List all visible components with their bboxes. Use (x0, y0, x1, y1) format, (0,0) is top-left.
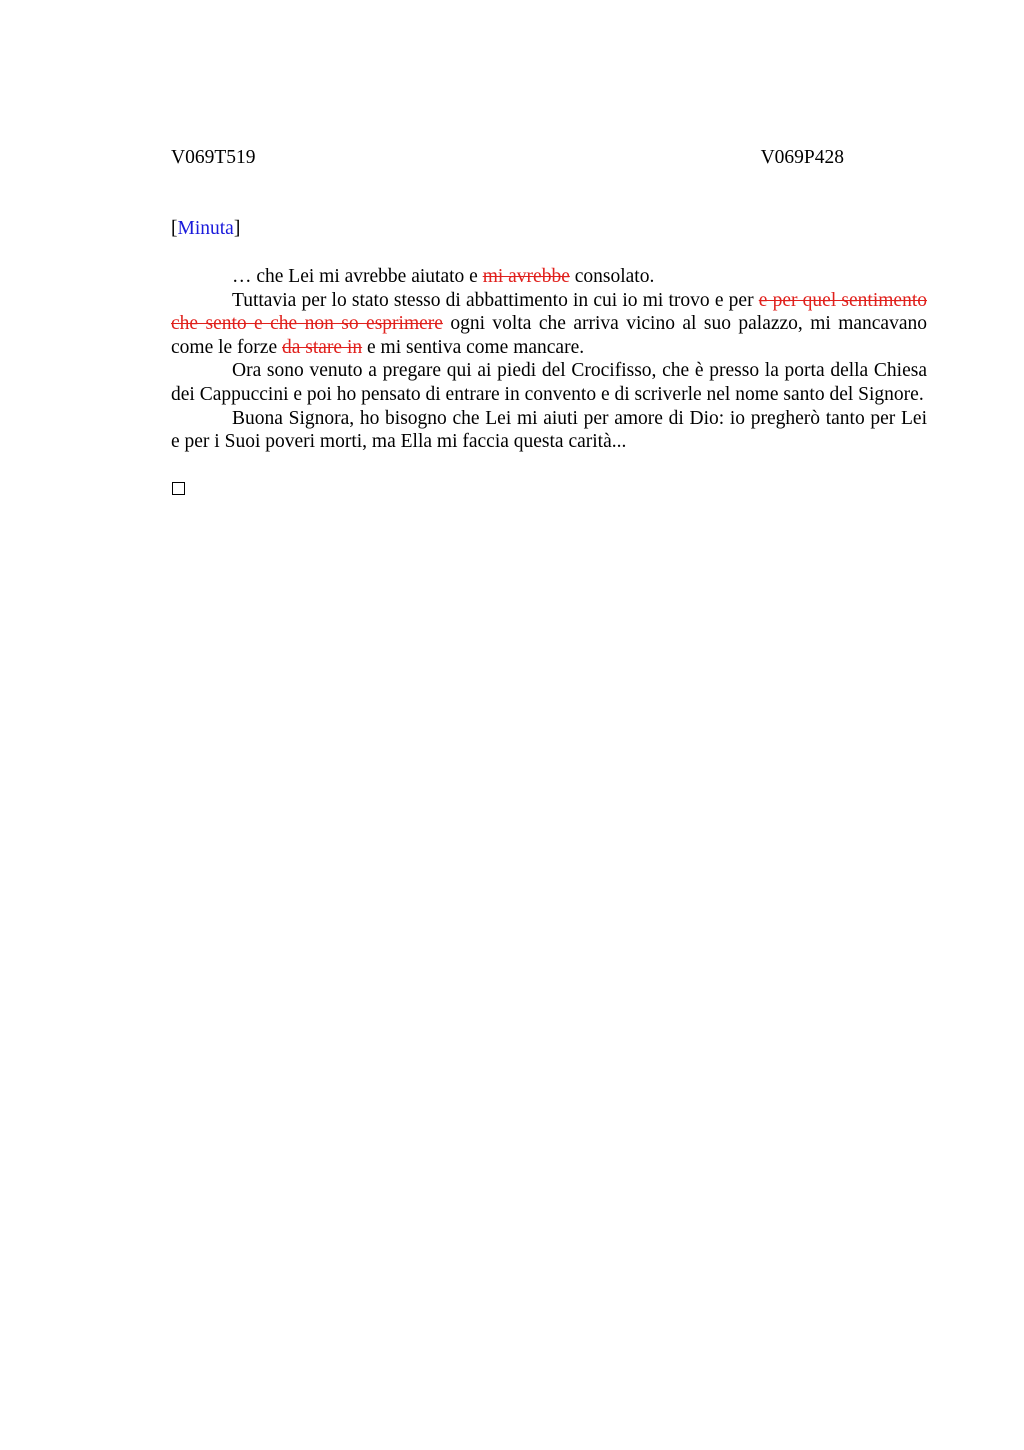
deleted-text: mi avrebbe (482, 266, 570, 287)
paragraph-text: e mi sentiva come mancare. (362, 336, 585, 358)
document-code-right: V069P428 (760, 147, 844, 168)
paragraph-text: Ora sono venuto a pregare qui ai piedi del Crocifisso, che è presso la porta della Chiesa dei Cappuccini e poi ho pensato di entrare in convento e di scriverle nel nome santo del Signore. (171, 360, 927, 405)
deleted-text: e per quel sentimento che sento e che non so esprimere (171, 289, 927, 335)
close-bracket: ] (233, 218, 241, 239)
end-square-icon (172, 482, 185, 495)
paragraph-4 (171, 407, 927, 454)
paragraph-text: consolato. (569, 266, 655, 287)
paragraph-text: Tuttavia per lo stato stesso di abbattimento in cui io mi trovo e per (232, 289, 759, 311)
open-bracket: [ (171, 218, 178, 239)
paragraph-text: ogni volta che arriva vicino al suo palazzo, mi mancavano come le forze (171, 313, 927, 358)
paragraph-text: Buona Signora, ho bisogno che Lei mi aiuti per amore di Dio: io pregherò tanto per Lei e per i Suoi poveri morti, ma Ella mi faccia questa carità... (171, 407, 927, 453)
paragraph-3 (171, 359, 927, 406)
paragraph-1 (171, 265, 927, 289)
minuta-word: Minuta (177, 218, 234, 239)
paragraph-text: … che Lei mi avrebbe aiutato e (232, 266, 483, 287)
minuta-label (171, 217, 240, 241)
paragraph-2 (171, 289, 927, 360)
letter-body (171, 265, 927, 454)
document-code-left: V069T519 (171, 147, 256, 168)
deleted-text: da stare in (281, 336, 363, 358)
